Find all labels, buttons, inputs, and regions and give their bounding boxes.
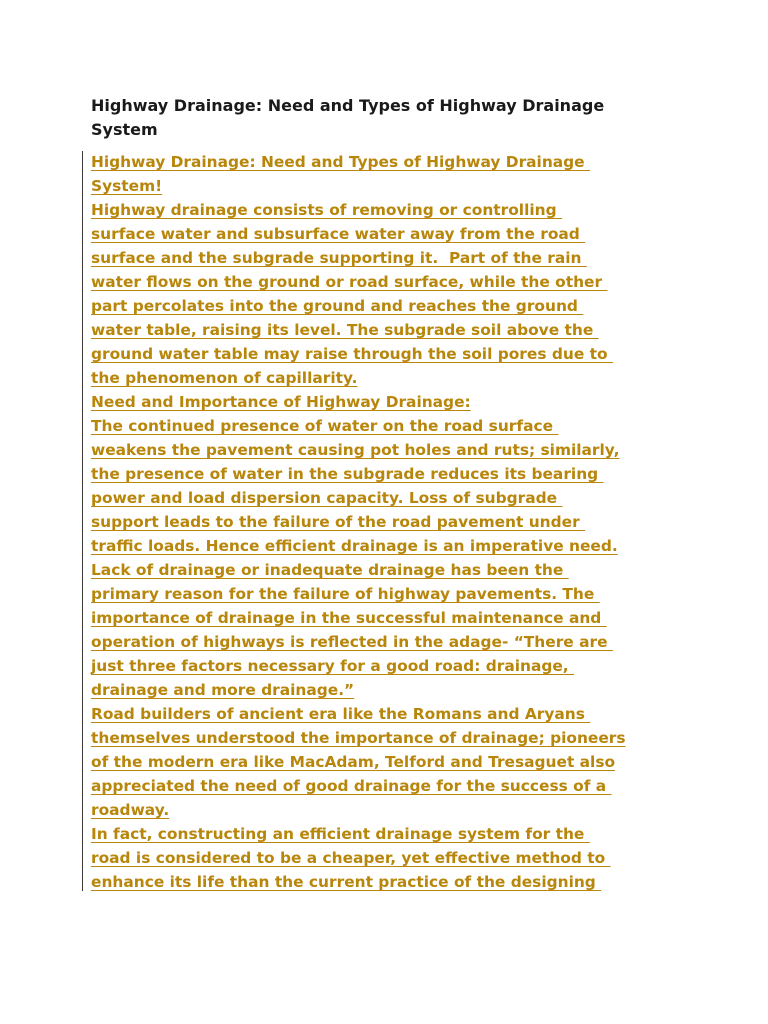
body-line	[91, 510, 691, 534]
article-link-text[interactable]: support leads to the failure of the road pavement under	[91, 513, 586, 531]
body-line	[91, 222, 691, 246]
article-link-text[interactable]: drainage and more drainage.”	[91, 681, 355, 699]
article-link-text[interactable]: themselves understood the importance of drainage; pioneers	[91, 729, 626, 747]
document-title-line: System	[91, 120, 158, 139]
article-link-text[interactable]: Highway Drainage: Need and Types of Highway Drainage	[91, 153, 590, 171]
document-title-line: Highway Drainage: Need and Types of Highway Drainage	[91, 96, 605, 115]
article-link-text[interactable]: primary reason for the failure of highway pavements. The	[91, 585, 600, 603]
article-link-text[interactable]: of the modern era like MacAdam, Telford and Tresaguet also	[91, 753, 616, 771]
body-line	[91, 750, 691, 774]
article-link-text[interactable]: surface and the subgrade supporting it. Part of the rain	[91, 249, 587, 267]
body-line	[91, 174, 691, 198]
body-line	[91, 150, 691, 174]
article-link-text[interactable]: Lack of drainage or inadequate drainage has been the	[91, 561, 569, 579]
article-link-text[interactable]: part percolates into the ground and reaches the ground	[91, 297, 584, 315]
document-title	[91, 94, 711, 142]
article-link-text[interactable]: ground water table may raise through the soil pores due to	[91, 345, 613, 363]
article-link-text[interactable]: importance of drainage in the successful maintenance and	[91, 609, 607, 627]
article-link-text[interactable]: water table, raising its level. The subgrade soil above the	[91, 321, 599, 339]
body-line	[91, 366, 691, 390]
article-link-text[interactable]: water flows on the ground or road surface, while the other	[91, 273, 608, 291]
body-line	[91, 870, 691, 894]
body-line	[91, 462, 691, 486]
body-line	[91, 774, 691, 798]
body-line	[91, 486, 691, 510]
body-line	[91, 438, 691, 462]
body-line	[91, 246, 691, 270]
article-link-text[interactable]: roadway.	[91, 801, 170, 819]
body-line	[91, 798, 691, 822]
article-link-text[interactable]: the presence of water in the subgrade reduces its bearing	[91, 465, 604, 483]
body-line	[91, 606, 691, 630]
blockquote-border	[82, 151, 83, 891]
article-link-text[interactable]: surface water and subsurface water away from the road	[91, 225, 586, 243]
body-line	[91, 294, 691, 318]
article-link-text[interactable]: Need and Importance of Highway Drainage:	[91, 393, 471, 411]
article-link-text[interactable]: Road builders of ancient era like the Romans and Aryans	[91, 705, 591, 723]
article-link-text[interactable]: Highway drainage consists of removing or controlling	[91, 201, 562, 219]
article-link-text[interactable]: enhance its life than the current practice of the designing	[91, 873, 602, 891]
body-line	[91, 678, 691, 702]
article-link-text[interactable]: the phenomenon of capillarity.	[91, 369, 358, 387]
body-line	[91, 630, 691, 654]
body-line	[91, 654, 691, 678]
article-link-text[interactable]: power and load dispersion capacity. Loss of subgrade	[91, 489, 563, 507]
body-line	[91, 846, 691, 870]
body-line	[91, 702, 691, 726]
article-link-text[interactable]: operation of highways is reflected in the adage- “There are	[91, 633, 613, 651]
body-line	[91, 342, 691, 366]
article-link-text[interactable]: weakens the pavement causing pot holes and ruts; similarly,	[91, 441, 620, 459]
body-line	[91, 534, 691, 558]
body-line	[91, 318, 691, 342]
body-line	[91, 558, 691, 582]
article-link-text[interactable]: The continued presence of water on the road surface	[91, 417, 559, 435]
body-line	[91, 390, 691, 414]
body-line	[91, 822, 691, 846]
article-link-text[interactable]: System!	[91, 177, 163, 195]
article-link-text[interactable]: appreciated the need of good drainage for the success of a	[91, 777, 612, 795]
article-link-text[interactable]: road is considered to be a cheaper, yet effective method to	[91, 849, 611, 867]
body-line	[91, 270, 691, 294]
body-line	[91, 198, 691, 222]
body-line	[91, 414, 691, 438]
body-line	[91, 726, 691, 750]
article-link-text[interactable]: In fact, constructing an efficient drainage system for the	[91, 825, 590, 843]
linked-article-body	[91, 150, 691, 894]
article-link-text[interactable]: just three factors necessary for a good road: drainage,	[91, 657, 574, 675]
body-line	[91, 582, 691, 606]
article-link-text[interactable]: traffic loads. Hence efficient drainage is an imperative need.	[91, 537, 618, 555]
